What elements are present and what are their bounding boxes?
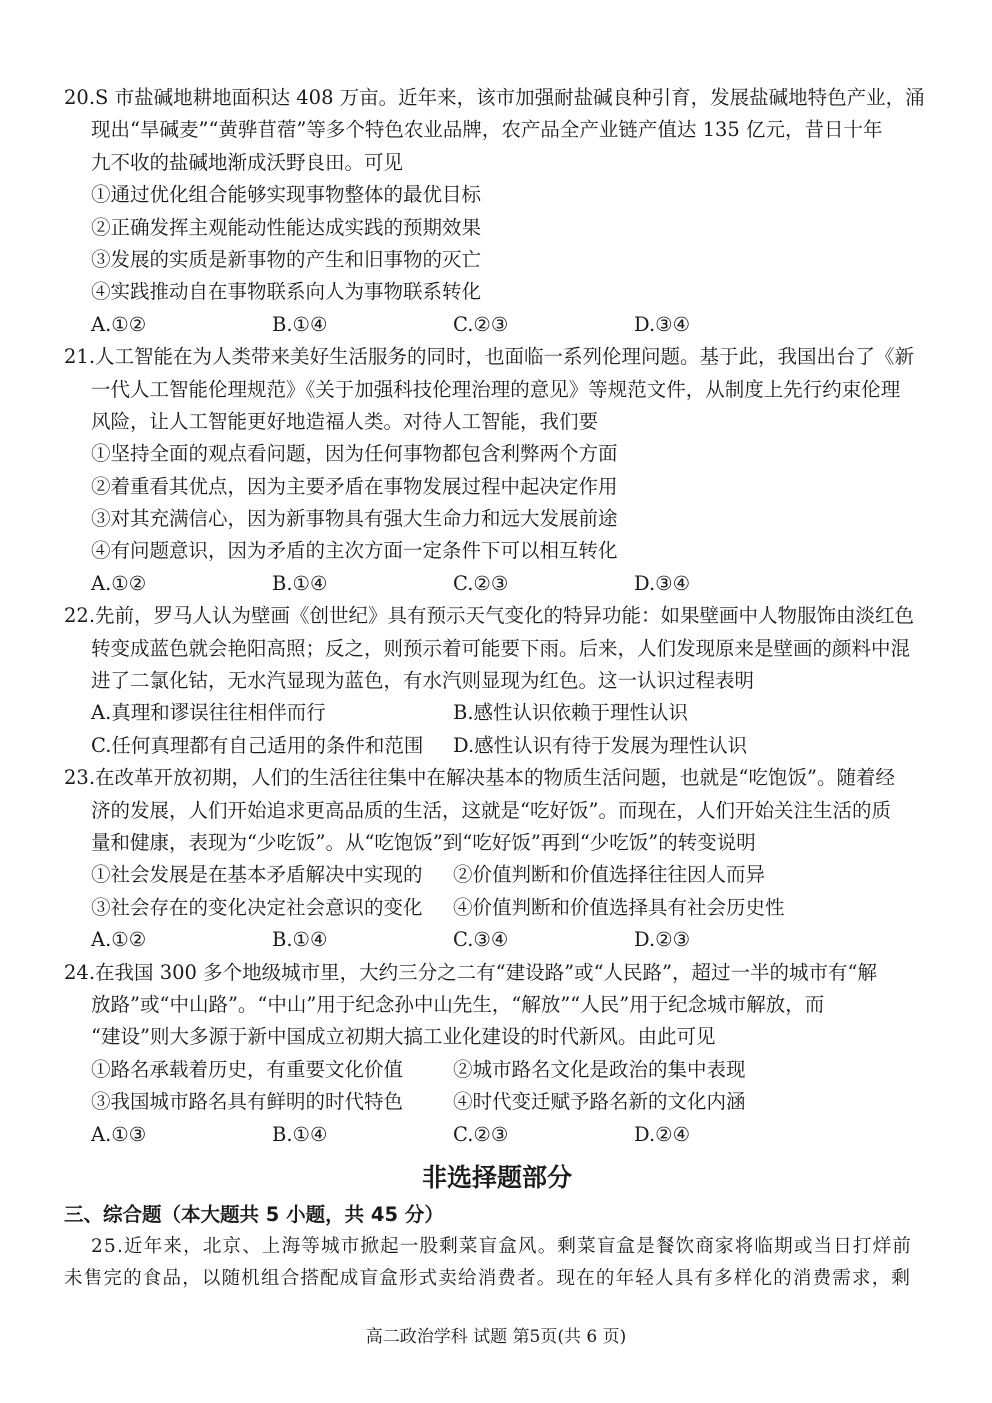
question-stem-line: 九不收的盐碱地渐成沃野良田。可见 — [91, 150, 404, 174]
answer-options-row — [64, 697, 930, 729]
statement-item: ①通过优化组合能够实现事物整体的最优目标 — [91, 183, 482, 207]
question-22 — [64, 600, 930, 762]
question-stem-line: “建设”则大多源于新中国成立初期大搞工业化建设的时代新风。由此可见 — [91, 1025, 716, 1049]
option-c: C.②③ — [453, 571, 509, 595]
question-20 — [64, 82, 930, 341]
option-c: C.②③ — [453, 312, 509, 336]
option-d: D.③④ — [634, 312, 691, 336]
option-b: B.感性认识依赖于理性认识 — [453, 701, 689, 725]
statement-item: ②城市路名文化是政治的集中表现 — [453, 1057, 746, 1081]
option-b: B.①④ — [272, 928, 328, 952]
question-24 — [64, 957, 930, 1151]
option-a: A.①② — [91, 928, 147, 952]
option-d: D.②④ — [634, 1122, 691, 1146]
question-21 — [64, 341, 930, 600]
question-stem-line: 21.人工智能在为人类带来美好生活服务的同时，也面临一系列伦理问题。基于此，我国出台了《新 — [64, 345, 915, 369]
question-stem-line: 一代人工智能伦理规范》《关于加强科技伦理治理的意见》等规范文件，从制度上先行约束伦理 — [91, 377, 901, 401]
option-b: B.①④ — [272, 312, 328, 336]
option-b: B.①④ — [272, 1122, 328, 1146]
statement-row — [64, 892, 930, 924]
question-stem-line: 22.先前，罗马人认为壁画《创世纪》具有预示天气变化的特异功能：如果壁画中人物服饰由淡红色 — [64, 604, 915, 628]
answer-options-row — [64, 730, 930, 762]
option-c: C.②③ — [453, 1122, 509, 1146]
question-stem-line: 24.在我国 300 多个地级城市里，大约三分之二有“建设路”或“人民路”，超过一半的城市有“解 — [64, 960, 877, 984]
question-stem-line: 现出“旱碱麦”“黄骅苜蓿”等多个特色农业品牌，农产品全产业链产值达 135 亿元，昔日十年 — [91, 118, 883, 142]
statement-item: ③发展的实质是新事物的产生和旧事物的灭亡 — [91, 247, 482, 271]
option-a: A.①③ — [91, 1122, 147, 1146]
option-d: D.感性认识有待于发展为理性认识 — [453, 733, 748, 757]
question-stem-line: 23.在改革开放初期，人们的生活往往集中在解决基本的物质生活问题，也就是“吃饱饭”。随着经 — [64, 766, 895, 790]
question-stem-line: 转变成蓝色就会艳阳高照；反之，则预示着可能要下雨。后来，人们发现原来是壁画的颜料中混 — [91, 636, 911, 660]
option-d: D.③④ — [634, 571, 691, 595]
option-a: A.①② — [91, 571, 147, 595]
statement-item: ③社会存在的变化决定社会意识的变化 — [91, 895, 423, 919]
statement-item: ②着重看其优点，因为主要矛盾在事物发展过程中起决定作用 — [91, 474, 618, 498]
statement-item: ②正确发挥主观能动性能达成实践的预期效果 — [91, 215, 482, 239]
option-d: D.②③ — [634, 928, 691, 952]
page-footer: 高二政治学科 试题 第5页(共 6 页) — [365, 1327, 627, 1347]
section-title: 非选择题部分 — [421, 1162, 572, 1192]
option-a: A.①② — [91, 312, 147, 336]
question-stem-line: 进了二氯化钴，无水汽显现为蓝色，有水汽则显现为红色。这一认识过程表明 — [91, 669, 755, 693]
exam-page — [64, 82, 930, 1296]
statement-item: ①社会发展是在基本矛盾解决中实现的 — [91, 863, 423, 887]
statement-item: ④实践推动自在事物联系向人为事物联系转化 — [91, 280, 482, 304]
statement-item: ④时代变迁赋予路名新的文化内涵 — [453, 1090, 746, 1114]
statement-row — [64, 1054, 930, 1086]
question-stem-line: 20.S 市盐碱地耕地面积达 408 万亩。近年来，该市加强耐盐碱良种引育，发展盐碱地特色产业，涌 — [64, 86, 925, 109]
statement-item: ①路名承载着历史，有重要文化价值 — [91, 1057, 404, 1081]
question-stem-line: 放路”或“中山路”。“中山”用于纪念孙中山先生，“解放”“人民”用于纪念城市解放，而 — [91, 992, 825, 1016]
statement-row — [64, 1086, 930, 1118]
answer-options — [64, 924, 930, 956]
statement-item: ④价值判断和价值选择具有社会历史性 — [453, 895, 785, 919]
question-stem-line: 风险，让人工智能更好地造福人类。对待人工智能，我们要 — [91, 409, 599, 433]
question-23 — [64, 762, 930, 956]
statement-row — [64, 859, 930, 891]
statement-item: ③我国城市路名具有鲜明的时代特色 — [91, 1090, 404, 1114]
statement-item: ②价值判断和价值选择往往因人而异 — [453, 863, 766, 887]
answer-options — [64, 568, 930, 600]
option-b: B.①④ — [272, 571, 328, 595]
option-c: C.③④ — [453, 928, 509, 952]
option-c: C.任何真理都有自己适用的条件和范围 — [91, 733, 424, 757]
statement-item: ④有问题意识，因为矛盾的主次方面一定条件下可以相互转化 — [91, 539, 618, 563]
part-heading: 三、综合题（本大题共 5 小题，共 45 分） — [64, 1202, 444, 1226]
question-25-line: 25.近年来，北京、上海等城市掀起一股剩菜盲盒风。剩菜盲盒是餐饮商家将临期或当日打烊前 — [91, 1235, 913, 1257]
answer-options — [64, 1119, 930, 1151]
statement-item: ③对其充满信心，因为新事物具有强大生命力和远大发展前途 — [91, 507, 618, 531]
question-stem-line: 济的发展，人们开始追求更高品质的生活，这就是“吃好饭”。而现在，人们开始关注生活的质 — [91, 798, 891, 822]
statement-item: ①坚持全面的观点看问题，因为任何事物都包含利弊两个方面 — [91, 442, 618, 466]
answer-options — [64, 309, 930, 341]
option-a: A.真理和谬误往往相伴而行 — [91, 701, 326, 725]
question-25-line: 未售完的食品，以随机组合搭配成盲盒形式卖给消费者。现在的年轻人具有多样化的消费需求，剩 — [64, 1268, 912, 1290]
question-stem-line: 量和健康，表现为“少吃饭”。从“吃饱饭”到“吃好饭”再到“少吃饭”的转变说明 — [91, 830, 756, 854]
